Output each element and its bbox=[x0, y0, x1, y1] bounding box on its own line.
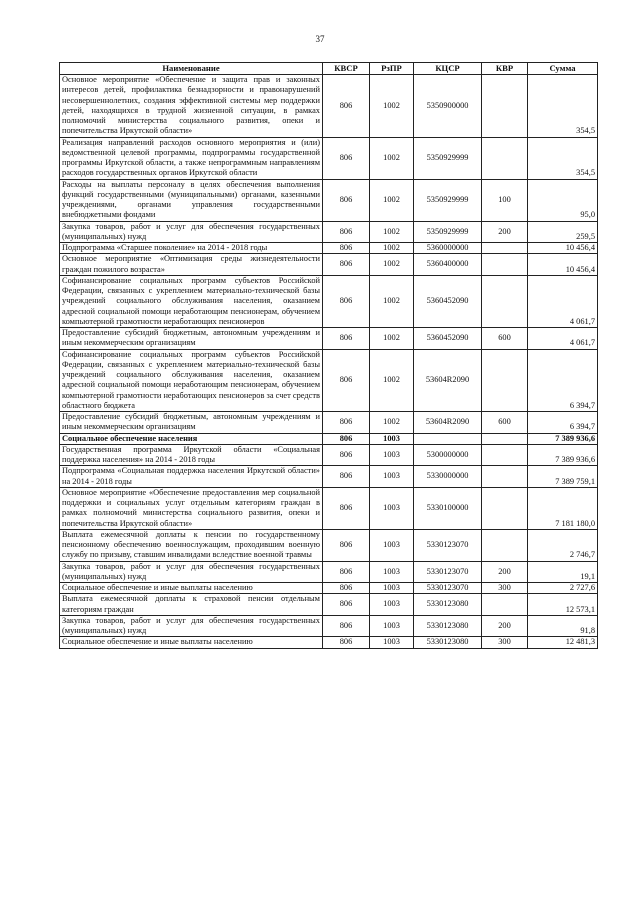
row-kcsr-cell: 5350900000 bbox=[414, 75, 482, 138]
row-kcsr-cell: 5330123080 bbox=[414, 637, 482, 648]
table-row bbox=[60, 243, 598, 254]
row-kvsr-cell: 806 bbox=[323, 561, 370, 583]
header-sum: Сумма bbox=[528, 63, 598, 75]
row-rzpr-cell: 1002 bbox=[370, 75, 414, 138]
row-kcsr-cell: 5330123080 bbox=[414, 594, 482, 616]
row-sum-cell: 354,5 bbox=[528, 75, 598, 138]
row-kcsr-cell: 53604R2090 bbox=[414, 349, 482, 412]
table-row bbox=[60, 349, 598, 412]
row-name-cell: Закупка товаров, работ и услуг для обеспечения государственных (муниципальных) нужд bbox=[60, 221, 323, 243]
row-kvsr-cell: 806 bbox=[323, 349, 370, 412]
row-kvsr-cell: 806 bbox=[323, 243, 370, 254]
row-kvr-cell bbox=[482, 433, 528, 444]
row-rzpr-cell: 1002 bbox=[370, 412, 414, 434]
row-kvr-cell bbox=[482, 594, 528, 616]
table-row bbox=[60, 487, 598, 529]
row-name-cell: Основное мероприятие «Обеспечение предоставления мер социальной поддержки и социальных услуг отдельным категориям граждан в рамках полномочий министерства социального развития, опеки и попечительства Иркутской области» bbox=[60, 487, 323, 529]
page-number: 37 bbox=[315, 34, 325, 44]
row-rzpr-cell: 1003 bbox=[370, 529, 414, 561]
table-row bbox=[60, 328, 598, 350]
row-rzpr-cell: 1003 bbox=[370, 637, 414, 648]
table-row bbox=[60, 275, 598, 327]
row-rzpr-cell: 1003 bbox=[370, 487, 414, 529]
row-name-cell: Социальное обеспечение и иные выплаты населению bbox=[60, 583, 323, 594]
row-rzpr-cell: 1003 bbox=[370, 444, 414, 466]
row-kvsr-cell: 806 bbox=[323, 594, 370, 616]
table-row bbox=[60, 412, 598, 434]
row-kvr-cell: 300 bbox=[482, 637, 528, 648]
row-kvr-cell: 600 bbox=[482, 328, 528, 350]
row-kcsr-cell: 5330123070 bbox=[414, 561, 482, 583]
header-kcsr: КЦСР bbox=[414, 63, 482, 75]
table-row bbox=[60, 561, 598, 583]
row-kcsr-cell: 5330000000 bbox=[414, 466, 482, 488]
row-name-cell: Социальное обеспечение населения bbox=[60, 433, 323, 444]
row-name-cell: Выплата ежемесячной доплаты к страховой пенсии отдельным категориям граждан bbox=[60, 594, 323, 616]
row-kcsr-cell: 5330100000 bbox=[414, 487, 482, 529]
row-name-cell: Основное мероприятие «Обеспечение и защита прав и законных интересов детей, профилактика безнадзорности и правонарушений несовершеннолетних, создания эффективной системы мер поддержки детей, находящихся в трудной жизненной ситуации, в рамках полномочий министерства социального развития, опеки и попечительства Иркутской области» bbox=[60, 75, 323, 138]
row-kcsr-cell: 5360400000 bbox=[414, 254, 482, 276]
row-kvsr-cell: 806 bbox=[323, 466, 370, 488]
row-sum-cell: 95,0 bbox=[528, 179, 598, 221]
header-kvr: КВР bbox=[482, 63, 528, 75]
row-kvr-cell bbox=[482, 137, 528, 179]
row-kvr-cell: 200 bbox=[482, 221, 528, 243]
row-kvr-cell: 300 bbox=[482, 583, 528, 594]
row-kcsr-cell: 5360452090 bbox=[414, 328, 482, 350]
row-kvr-cell: 600 bbox=[482, 412, 528, 434]
row-kvr-cell bbox=[482, 529, 528, 561]
row-rzpr-cell: 1002 bbox=[370, 137, 414, 179]
row-kvsr-cell: 806 bbox=[323, 179, 370, 221]
row-rzpr-cell: 1002 bbox=[370, 221, 414, 243]
row-kvr-cell bbox=[482, 444, 528, 466]
row-kvr-cell bbox=[482, 75, 528, 138]
row-kvr-cell bbox=[482, 466, 528, 488]
header-rzpr: РзПР bbox=[370, 63, 414, 75]
row-name-cell: Выплата ежемесячной доплаты к пенсии по государственному пенсионному обеспечению военнослужащим, проходившим военную службу по призыву, ставшим инвалидами вследствие военной травмы bbox=[60, 529, 323, 561]
row-rzpr-cell: 1003 bbox=[370, 466, 414, 488]
row-name-cell: Предоставление субсидий бюджетным, автономным учреждениям и иным некоммерческим организациям bbox=[60, 412, 323, 434]
row-kcsr-cell bbox=[414, 433, 482, 444]
row-name-cell: Закупка товаров, работ и услуг для обеспечения государственных (муниципальных) нужд bbox=[60, 615, 323, 637]
row-sum-cell: 7 389 759,1 bbox=[528, 466, 598, 488]
row-sum-cell: 10 456,4 bbox=[528, 254, 598, 276]
row-rzpr-cell: 1002 bbox=[370, 179, 414, 221]
row-sum-cell: 6 394,7 bbox=[528, 412, 598, 434]
row-name-cell: Софинансирование социальных программ субъектов Российской Федерации, связанных с укреплением материально-технической базы учреждений социального обслуживания населения, оказанием адресной социальной помощи неработающим пенсионерам, обучением компьютерной грамотности неработающих пенсионеров bbox=[60, 275, 323, 327]
row-rzpr-cell: 1003 bbox=[370, 583, 414, 594]
row-kcsr-cell: 5350929999 bbox=[414, 137, 482, 179]
row-sum-cell: 2 746,7 bbox=[528, 529, 598, 561]
row-name-cell: Основное мероприятие «Оптимизация среды жизнедеятельности граждан пожилого возраста» bbox=[60, 254, 323, 276]
row-kvr-cell bbox=[482, 487, 528, 529]
row-name-cell: Подпрограмма «Социальная поддержка населения Иркутской области» на 2014 - 2018 годы bbox=[60, 466, 323, 488]
row-rzpr-cell: 1002 bbox=[370, 254, 414, 276]
row-name-cell: Закупка товаров, работ и услуг для обеспечения государственных (муниципальных) нужд bbox=[60, 561, 323, 583]
table-row bbox=[60, 594, 598, 616]
row-kvr-cell bbox=[482, 254, 528, 276]
row-rzpr-cell: 1002 bbox=[370, 275, 414, 327]
table-row bbox=[60, 254, 598, 276]
row-kcsr-cell: 5350929999 bbox=[414, 221, 482, 243]
row-kvsr-cell: 806 bbox=[323, 487, 370, 529]
table-row bbox=[60, 75, 598, 138]
row-kcsr-cell: 53604R2090 bbox=[414, 412, 482, 434]
row-kcsr-cell: 5300000000 bbox=[414, 444, 482, 466]
table-row bbox=[60, 433, 598, 444]
row-rzpr-cell: 1002 bbox=[370, 349, 414, 412]
row-kvr-cell bbox=[482, 243, 528, 254]
row-sum-cell: 7 389 936,6 bbox=[528, 444, 598, 466]
row-kvsr-cell: 806 bbox=[323, 137, 370, 179]
table-row bbox=[60, 179, 598, 221]
table-header-row bbox=[60, 63, 598, 75]
table-row bbox=[60, 221, 598, 243]
row-rzpr-cell: 1003 bbox=[370, 561, 414, 583]
row-sum-cell: 19,1 bbox=[528, 561, 598, 583]
row-kvr-cell: 200 bbox=[482, 615, 528, 637]
row-kvsr-cell: 806 bbox=[323, 328, 370, 350]
row-kvsr-cell: 806 bbox=[323, 529, 370, 561]
row-name-cell: Социальное обеспечение и иные выплаты населению bbox=[60, 637, 323, 648]
table-row bbox=[60, 529, 598, 561]
row-sum-cell: 12 481,3 bbox=[528, 637, 598, 648]
row-kvr-cell: 100 bbox=[482, 179, 528, 221]
budget-table bbox=[59, 62, 598, 649]
row-kvsr-cell: 806 bbox=[323, 444, 370, 466]
row-kvsr-cell: 806 bbox=[323, 275, 370, 327]
row-kcsr-cell: 5360000000 bbox=[414, 243, 482, 254]
table-row bbox=[60, 444, 598, 466]
row-sum-cell: 91,8 bbox=[528, 615, 598, 637]
row-kvsr-cell: 806 bbox=[323, 433, 370, 444]
table-row bbox=[60, 615, 598, 637]
row-kvr-cell: 200 bbox=[482, 561, 528, 583]
row-kvsr-cell: 806 bbox=[323, 615, 370, 637]
row-kvsr-cell: 806 bbox=[323, 583, 370, 594]
table-row bbox=[60, 466, 598, 488]
row-sum-cell: 7 181 180,0 bbox=[528, 487, 598, 529]
row-name-cell: Расходы на выплаты персоналу в целях обеспечения выполнения функций государственными (муниципальными) органами, казенными учреждениями, органами управления государственными внебюджетными фондами bbox=[60, 179, 323, 221]
row-kvsr-cell: 806 bbox=[323, 637, 370, 648]
row-sum-cell: 354,5 bbox=[528, 137, 598, 179]
row-name-cell: Софинансирование социальных программ субъектов Российской Федерации, связанных с укреплением материально-технической базы учреждений социального обслуживания населения, оказанием адресной социальной помощи неработающим пенсионерам, обучением компьютерной грамотности неработающих пенсионеров за счет средств областного бюджета bbox=[60, 349, 323, 412]
table-row bbox=[60, 637, 598, 648]
row-rzpr-cell: 1002 bbox=[370, 328, 414, 350]
row-kvsr-cell: 806 bbox=[323, 75, 370, 138]
row-rzpr-cell: 1002 bbox=[370, 243, 414, 254]
row-kcsr-cell: 5330123070 bbox=[414, 583, 482, 594]
table-row bbox=[60, 583, 598, 594]
row-name-cell: Предоставление субсидий бюджетным, автономным учреждениям и иным некоммерческим организациям bbox=[60, 328, 323, 350]
row-name-cell: Государственная программа Иркутской области «Социальная поддержка населения» на 2014 - 2018 годы bbox=[60, 444, 323, 466]
row-rzpr-cell: 1003 bbox=[370, 433, 414, 444]
row-kvsr-cell: 806 bbox=[323, 412, 370, 434]
row-kcsr-cell: 5360452090 bbox=[414, 275, 482, 327]
row-kcsr-cell: 5350929999 bbox=[414, 179, 482, 221]
header-kvsr: КВСР bbox=[323, 63, 370, 75]
row-name-cell: Реализация направлений расходов основного мероприятия и (или) ведомственной целевой программы, подпрограммы государственной программы Иркутской области, а также непрограммным направлениям расходов государственных органов Иркутской области bbox=[60, 137, 323, 179]
table-row bbox=[60, 137, 598, 179]
row-name-cell: Подпрограмма «Старшее поколение» на 2014 - 2018 годы bbox=[60, 243, 323, 254]
row-sum-cell: 4 061,7 bbox=[528, 275, 598, 327]
row-kvr-cell bbox=[482, 349, 528, 412]
row-kvsr-cell: 806 bbox=[323, 254, 370, 276]
row-kcsr-cell: 5330123070 bbox=[414, 529, 482, 561]
row-sum-cell: 259,5 bbox=[528, 221, 598, 243]
row-kcsr-cell: 5330123080 bbox=[414, 615, 482, 637]
row-rzpr-cell: 1003 bbox=[370, 594, 414, 616]
row-sum-cell: 7 389 936,6 bbox=[528, 433, 598, 444]
row-sum-cell: 6 394,7 bbox=[528, 349, 598, 412]
header-name: Наименование bbox=[60, 63, 323, 75]
row-sum-cell: 12 573,1 bbox=[528, 594, 598, 616]
row-sum-cell: 2 727,6 bbox=[528, 583, 598, 594]
row-kvsr-cell: 806 bbox=[323, 221, 370, 243]
row-rzpr-cell: 1003 bbox=[370, 615, 414, 637]
row-sum-cell: 10 456,4 bbox=[528, 243, 598, 254]
row-sum-cell: 4 061,7 bbox=[528, 328, 598, 350]
row-kvr-cell bbox=[482, 275, 528, 327]
